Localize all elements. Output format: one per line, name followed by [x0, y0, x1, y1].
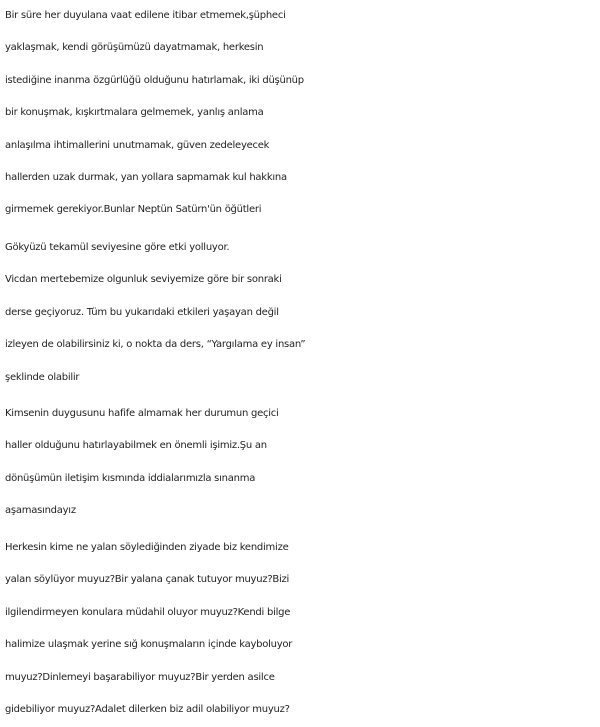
text-line: izleyen de olabilirsiniz ki, o nokta da ders, “Yargılama ey insan”	[5, 339, 306, 351]
text-line: dönüşümün iletişim kısmında iddialarımızla sınanma	[5, 472, 256, 484]
text-line: gidebiliyor muyuz?Adalet dilerken biz adil olabiliyor muyuz?	[5, 703, 290, 715]
text-line: muyuz?Dinlemeyi başarabiliyor muyuz?Bir yerden asilce	[5, 671, 275, 683]
text-line: bir konuşmak, kışkırtmalara gelmemek, yanlış anlama	[5, 107, 264, 119]
text-line: Bir süre her duyulana vaat edilene itibar etmemek,şüpheci	[5, 10, 286, 21]
text-line: yaklaşmak, kendi görüşümüzü dayatmamak, herkesin	[5, 42, 264, 54]
text-line: derse geçiyoruz. Tüm bu yukarıdaki etkileri yaşayan değil	[5, 306, 279, 318]
paragraph-kimsenin-duygusu	[5, 398, 600, 528]
text-line: anlaşılma ihtimallerini unutmamak, güven zedeleyecek	[5, 139, 270, 151]
text-line: halimize ulaşmak yerine sığ konuşmaların içinde kayboluyor	[5, 639, 293, 651]
text-line: Kimsenin duygusunu hafife almamak her durumun geçici	[5, 408, 279, 419]
text-line: şeklinde olabilir	[5, 371, 80, 383]
paragraph-gokyuzu-tekamul	[5, 232, 600, 394]
text-line: ilgilendirmeyen konulara müdahil oluyor muyuz?Kendi bilge	[5, 606, 291, 618]
text-line: hallerden uzak durmak, yan yollara sapmamak kul hakkına	[5, 171, 287, 183]
text-line: yalan söylüyor muyuz?Bir yalana çanak tutuyor muyuz?Bizi	[5, 574, 290, 586]
text-line: girmemek gerekiyor.Bunlar Neptün Satürn'ün öğütleri	[5, 204, 262, 216]
text-line: Vicdan mertebemize olgunluk seviyemize göre bir sonraki	[5, 274, 282, 286]
paragraph-neptun-saturn-advice	[5, 0, 600, 227]
text-line: aşamasındayız	[5, 505, 76, 517]
text-line: Gökyüzü tekamül seviyesine göre etki yolluyor.	[5, 242, 230, 253]
text-line: istediğine inanma özgürlüğü olduğunu hatırlamak, iki düşünüp	[5, 74, 304, 86]
paragraph-yalan-sorulari	[5, 532, 600, 726]
text-line: haller olduğunu hatırlayabilmek en önemli işimiz.Şu an	[5, 440, 267, 452]
text-line: Herkesin kime ne yalan söylediğinden ziyade biz kendimize	[5, 542, 289, 553]
